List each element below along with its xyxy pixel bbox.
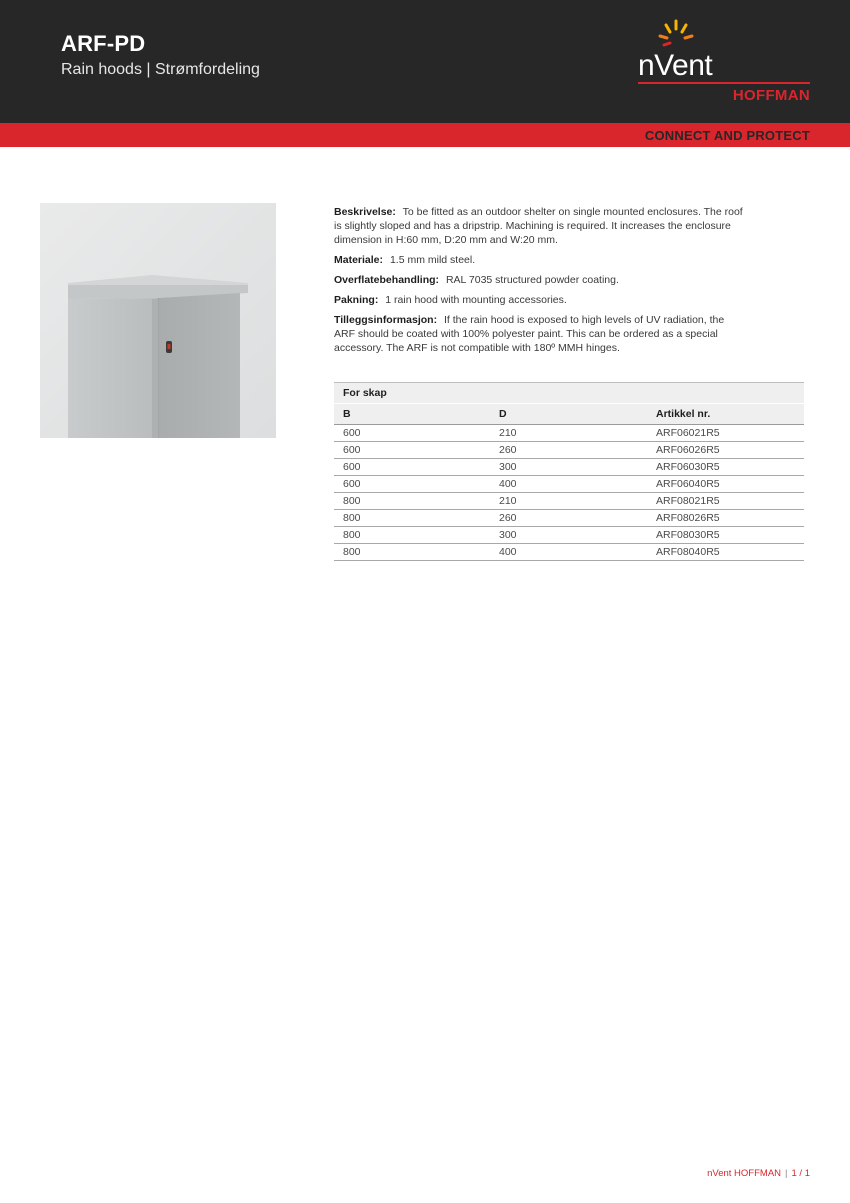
cell-article: ARF06030R5 [647, 459, 804, 476]
description-item [334, 205, 746, 247]
cell-d: 400 [490, 544, 647, 561]
page-subtitle: Rain hoods | Strømfordeling [61, 61, 260, 78]
nvent-hoffman-logo [630, 18, 820, 110]
description-label: Beskrivelse: [334, 206, 396, 218]
cell-d: 210 [490, 493, 647, 510]
product-description [334, 205, 746, 361]
cell-d: 260 [490, 510, 647, 527]
footer-page-number: 1 / 1 [791, 1168, 810, 1179]
cell-b: 800 [334, 527, 490, 544]
footer-brand: nVent HOFFMAN [707, 1168, 782, 1179]
logo-divider [638, 82, 810, 84]
description-text: 1.5 mm mild steel. [389, 254, 476, 266]
column-header-d: D [490, 404, 647, 425]
table-group-header: For skap [334, 383, 804, 404]
page-title: ARF-PD [61, 31, 146, 56]
table-row [334, 442, 804, 459]
cell-d: 300 [490, 459, 647, 476]
cell-d: 400 [490, 476, 647, 493]
cell-b: 800 [334, 510, 490, 527]
cell-article: ARF06026R5 [647, 442, 804, 459]
description-text: 1 rain hood with mounting accessories. [385, 294, 567, 306]
description-label: Tilleggsinformasjon: [334, 314, 438, 326]
cell-article: ARF06040R5 [647, 476, 804, 493]
footer-separator: | [785, 1168, 788, 1179]
logo-subbrand: HOFFMAN [732, 87, 810, 104]
spark-icon [654, 18, 700, 50]
cell-b: 600 [334, 442, 490, 459]
description-item [334, 293, 746, 307]
column-header-b: B [334, 404, 490, 425]
table-row [334, 459, 804, 476]
table-row [334, 476, 804, 493]
table-row [334, 510, 804, 527]
product-image [40, 203, 276, 438]
cell-article: ARF08026R5 [647, 510, 804, 527]
logo-wordmark: nVent [638, 49, 713, 82]
cell-d: 260 [490, 442, 647, 459]
cell-article: ARF08021R5 [647, 493, 804, 510]
description-label: Pakning: [334, 294, 379, 306]
cell-b: 600 [334, 425, 490, 442]
cell-b: 800 [334, 493, 490, 510]
description-label: Materiale: [334, 254, 384, 266]
cell-d: 300 [490, 527, 647, 544]
description-text: If the rain hood is exposed to high levels of UV radiation, the ARF should be coated with 100% polyester paint. This can be ordered as a special accessory. The ARF is not compatible with 180º MMH hinges. [334, 314, 725, 354]
cell-article: ARF08030R5 [647, 527, 804, 544]
description-item [334, 253, 746, 267]
table-row [334, 425, 804, 442]
cell-article: ARF06021R5 [647, 425, 804, 442]
page-header [0, 0, 850, 123]
cell-b: 600 [334, 459, 490, 476]
cell-b: 800 [334, 544, 490, 561]
table-row [334, 544, 804, 561]
cell-d: 210 [490, 425, 647, 442]
tagline: CONNECT AND PROTECT [644, 128, 810, 143]
description-item [334, 273, 746, 287]
table-row [334, 493, 804, 510]
column-header-article: Artikkel nr. [647, 404, 804, 425]
description-text: RAL 7035 structured powder coating. [445, 274, 619, 286]
page-footer [707, 1168, 810, 1179]
cell-b: 600 [334, 476, 490, 493]
description-text: To be fitted as an outdoor shelter on single mounted enclosures. The roof is slightly sloped and has a dripstrip. Machining is required. It increases the enclosure dimension in H:60 mm, D:20 mm and W:20 mm. [334, 206, 743, 246]
cell-article: ARF08040R5 [647, 544, 804, 561]
article-table [334, 382, 804, 561]
description-item [334, 313, 746, 355]
table-row [334, 527, 804, 544]
description-label: Overflatebehandling: [334, 274, 440, 286]
